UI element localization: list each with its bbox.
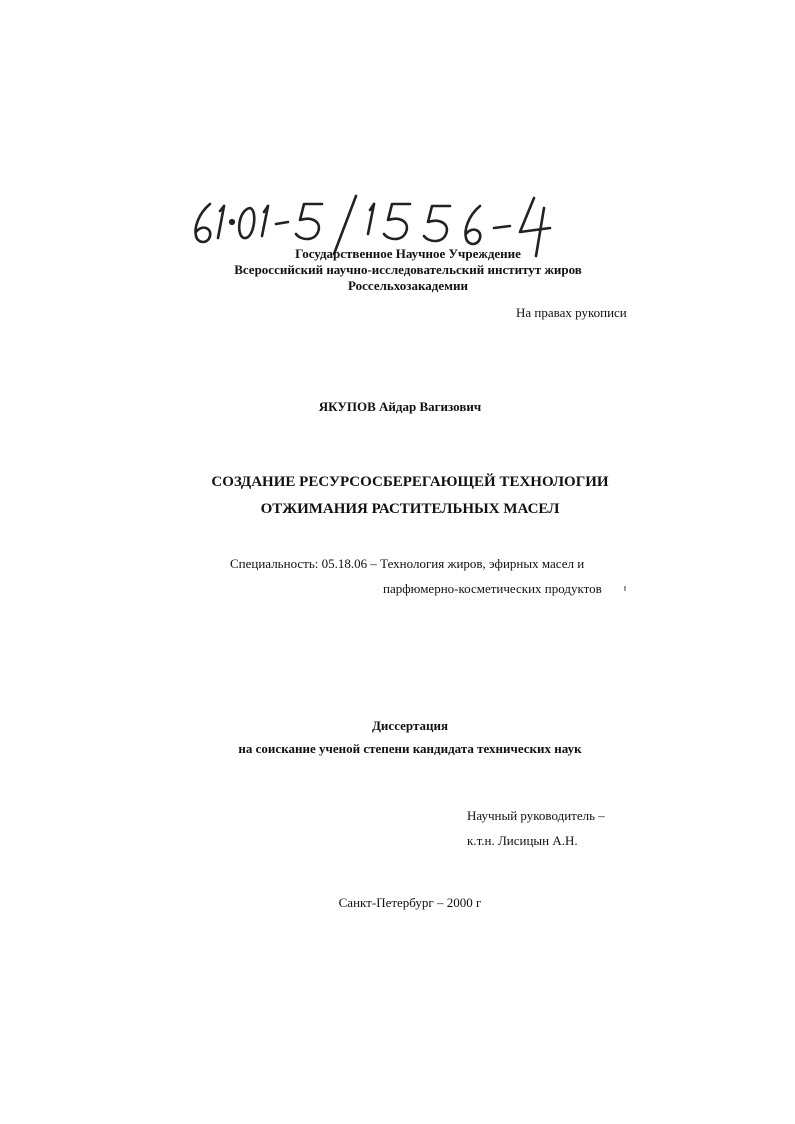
institution-line-3: Россельхозакадемии — [348, 278, 468, 293]
thesis-title-line-2: ОТЖИМАНИЯ РАСТИТЕЛЬНЫХ МАСЕЛ — [260, 501, 560, 517]
institution-line-2: Всероссийский научно-исследовательский институт жиров — [234, 262, 582, 277]
scan-speck — [624, 586, 626, 591]
dissertation-degree: на соискание ученой степени кандидата технических наук — [238, 741, 582, 756]
rights-note: На правах рукописи — [516, 305, 627, 320]
supervisor-name: к.т.н. Лисицын А.Н. — [467, 833, 578, 848]
dissertation-label: Диссертация — [371, 718, 449, 733]
specialty-line-1: Специальность: 05.18.06 – Технология жиров, эфирных масел и — [230, 556, 585, 571]
city-year: Санкт-Петербург – 2000 г — [338, 895, 482, 910]
supervisor-label: Научный руководитель – — [467, 808, 605, 823]
author-name: ЯКУПОВ Айдар Вагизович — [318, 399, 482, 414]
thesis-title-line-1: СОЗДАНИЕ РЕСУРСОСБЕРЕГАЮЩЕЙ ТЕХНОЛОГИИ — [211, 474, 609, 490]
institution-line-1: Государственное Научное Учреждение — [295, 246, 521, 261]
specialty-line-2: парфюмерно-косметических продуктов — [383, 581, 602, 596]
